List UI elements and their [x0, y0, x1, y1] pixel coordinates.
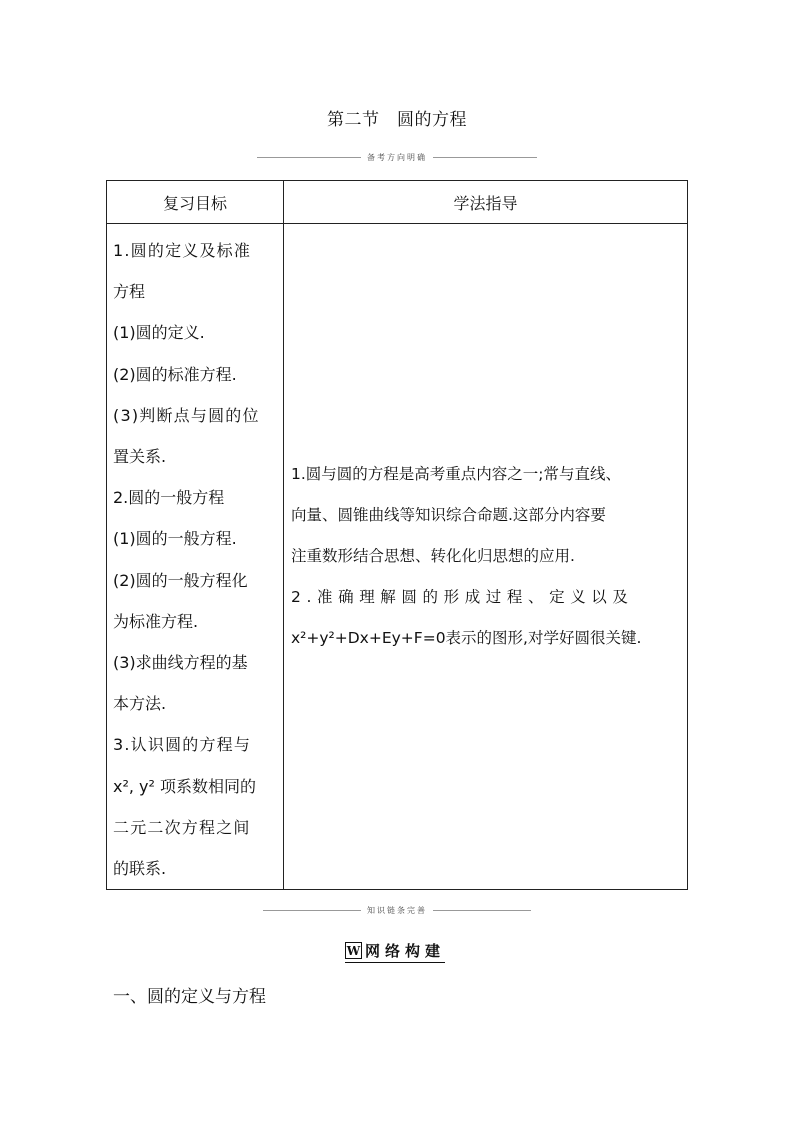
header-review-goals: 复习目标	[107, 181, 284, 224]
network-section-label: 网络构建	[365, 942, 446, 960]
goal-line: 2.圆的一般方程	[113, 488, 225, 508]
table-header-row	[107, 181, 688, 224]
divider-line-left	[257, 157, 361, 158]
goal-line: (1)圆的一般方程.	[113, 529, 237, 549]
header-study-guide: 学法指导	[284, 181, 688, 224]
guide-line: x²+y²+Dx+Ey+F=0表示的图形,对学好圆很关键.	[291, 629, 642, 648]
goal-line: 1.圆的定义及标准	[113, 241, 252, 260]
section-heading: 一、圆的定义与方程	[113, 987, 266, 1007]
goal-line: 为标准方程.	[113, 611, 199, 631]
divider-line-right	[433, 910, 531, 911]
review-goals-cell	[107, 224, 284, 890]
guide-line: 注重数形结合思想、转化化归思想的应用.	[291, 547, 575, 566]
table-row	[107, 224, 688, 890]
divider-label: 备考方向明确	[367, 153, 427, 162]
goal-line: x², y² 项系数相同的	[113, 776, 257, 796]
objectives-table	[106, 180, 688, 890]
goal-line: 方程	[113, 282, 146, 302]
goal-line: 置关系.	[113, 447, 167, 467]
goal-line: (2)圆的一般方程化	[113, 570, 248, 590]
goal-line: (3)求曲线方程的基	[113, 653, 248, 673]
goal-line: (2)圆的标准方程.	[113, 364, 237, 384]
guide-line: 向量、圆锥曲线等知识综合命题.这部分内容要	[291, 506, 606, 525]
goal-line: 的联系.	[113, 859, 167, 879]
goal-line: (3)判断点与圆的位	[113, 405, 260, 425]
goal-line: 3.认识圆的方程与	[113, 735, 252, 755]
page-title: 第二节 圆的方程	[327, 110, 467, 130]
guide-line: 2.准确理解圆的形成过程、定义以及	[291, 588, 634, 607]
w-logo-icon: W	[346, 943, 361, 958]
goal-line: 本方法.	[113, 694, 167, 714]
divider-line-left	[263, 910, 361, 911]
divider-label: 知识链条完善	[367, 906, 427, 915]
divider-line-right	[433, 157, 537, 158]
guide-line: 1.圆与圆的方程是高考重点内容之一;常与直线、	[291, 465, 622, 484]
section-divider-bottom	[0, 905, 794, 916]
goal-line: (1)圆的定义.	[113, 323, 205, 343]
study-guide-cell	[284, 224, 688, 890]
goal-line: 二元二次方程之间	[113, 817, 251, 837]
network-section-badge	[345, 940, 445, 963]
section-divider-top	[0, 152, 794, 163]
